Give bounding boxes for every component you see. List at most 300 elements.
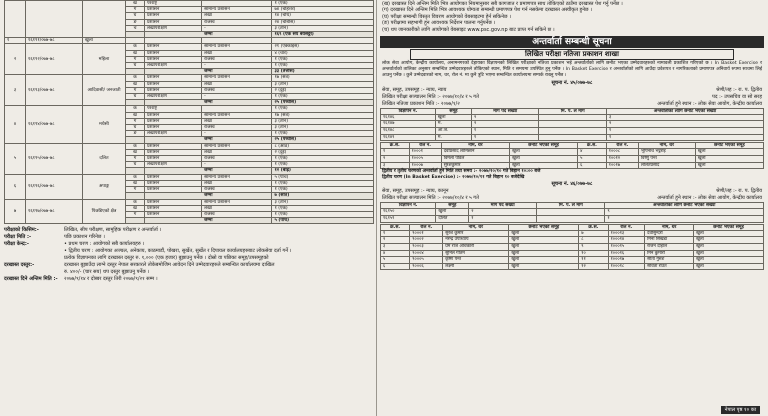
table-cell: ७ (579, 230, 608, 237)
table-cell: ६ (578, 162, 607, 169)
column-header: विज्ञापन नं. (381, 108, 436, 114)
note-text: • द्वितीय चरण : आयोगका अञ्चल, अनेकाय, काठमाडौं, पोखरा, सुर्खेत, सुर्खेत र दिपायल कार्यालयहरुबाट लोकसेवा दर्ता गर्ने । (64, 248, 292, 255)
sub-code-cell: क (126, 106, 145, 112)
table-cell: सुनिल गौतम (443, 250, 509, 257)
count-cell: १ (एक) (272, 180, 374, 186)
table-cell: १ (605, 216, 764, 223)
top-notes (380, 0, 764, 34)
note-text: लिखित, सीप परीक्षण, सामूहिक परीक्षण र अन्तर्वार्ता । (64, 227, 162, 234)
table-cell: खुला (695, 149, 763, 156)
table-cell: १०००१५ (608, 243, 645, 250)
group-cell: लेखा (202, 118, 272, 124)
note-label (4, 248, 64, 255)
table-cell: सविता राउत (645, 263, 694, 270)
empty-cell (126, 218, 145, 224)
serial-cell: ४ (5, 106, 26, 143)
level-cell: मधेसी (83, 106, 126, 143)
table-row (381, 216, 764, 223)
sub-code-cell: ग (126, 211, 145, 217)
page-footer: नेपाल पृष्ठ १० का (721, 406, 760, 414)
table-cell: खुला (510, 149, 578, 156)
service-cell: प्रशासन (145, 81, 202, 87)
column-header: अन्तर्वार्ताका लागि छनौट भएको संख्या (605, 203, 764, 209)
table-cell: सुरेशकुमार (441, 162, 509, 169)
table-cell: खुला (436, 209, 469, 216)
sub-code-cell: च (126, 25, 145, 31)
advertisement-table-2 (380, 202, 764, 222)
basket-date: द्वितीय चरण (In Basket Exercise) :- २०७७/१०/११ गते बिहान १० बजेदेखि (382, 175, 525, 181)
table-cell: खुला (509, 257, 579, 264)
table-row (381, 230, 764, 237)
sub-code-cell: क (126, 44, 145, 50)
column-header: नाम, थर (441, 143, 509, 149)
group-cell: - (202, 25, 272, 31)
table-cell (537, 209, 605, 216)
table-row (381, 121, 764, 128)
service-cell: प्रशासन (145, 156, 202, 162)
sub-code-cell: क (126, 143, 145, 149)
total-label: जम्मा (145, 137, 272, 143)
service-cell: प्रशासन (145, 199, 202, 205)
table-cell: खुला (694, 230, 764, 237)
note-row (4, 276, 374, 283)
column-header: रोल नं. (410, 224, 443, 230)
total-label: जम्मा (145, 69, 272, 75)
table-cell: १०००५ (409, 156, 441, 163)
table-cell: १०००७ (409, 162, 441, 169)
table-row (381, 263, 764, 270)
left-column (4, 0, 374, 416)
count-cell: १ (एक) (272, 205, 374, 211)
table-cell: खुला (510, 156, 578, 163)
code-cell: १६१९५/०७७-७८ (26, 143, 83, 174)
level-label-2: श्रेणी/तह :- रा. प. द्वितीय (715, 188, 762, 195)
table-cell: देवीप्रसाद लामिछाने (441, 149, 509, 156)
note-text: • प्रथम चरण : आयोगको सबै कार्यालयहरु । (64, 241, 145, 248)
column-header: रोल नं. (409, 143, 441, 149)
table-cell: मिना सिंखडा (645, 237, 694, 244)
code-cell: १६१९१/०७७-७८ (26, 38, 83, 44)
table-cell: १०००१६ (608, 250, 645, 257)
table-row (381, 134, 764, 141)
column-header: माग पद संख्या (469, 203, 537, 209)
table-cell: सुरेश कुमार (443, 230, 509, 237)
table-cell: आ.ज. (435, 128, 471, 135)
count-cell: १ (एक) (272, 56, 374, 62)
note-row (4, 234, 374, 241)
table-row (381, 128, 764, 135)
count-cell: ३ (तीन) (272, 118, 374, 124)
column-divider (376, 0, 377, 416)
count-cell: १७ (सत्र) (272, 75, 374, 81)
table-cell: खुला (510, 162, 578, 169)
table-cell: ९०००३ (410, 243, 443, 250)
service-cell: प्रशासन (145, 87, 202, 93)
column-header: क्र.सं. (381, 224, 410, 230)
table-cell: ९ (605, 209, 764, 216)
column-header: छनौट भएको समूह (509, 224, 579, 230)
service-cell: परराष्ट्र (145, 106, 202, 112)
total-label: जम्मा (145, 168, 272, 174)
exam-date-2: लिखित परीक्षा सञ्चालन मिति :- २०७७/१०/४ र ५ गते (382, 195, 479, 202)
service-cell: लेखापरीक्षण (145, 25, 202, 31)
sub-code-cell: घ (126, 162, 145, 168)
vacancy-table (4, 0, 374, 224)
table-cell: ९०००५ (410, 257, 443, 264)
sub-code-cell: घ (126, 125, 145, 131)
table-cell: २ (381, 156, 410, 163)
note-row (4, 262, 374, 269)
column-header: क्र.सं. (578, 143, 607, 149)
table-cell: १६१५१ (381, 216, 436, 223)
column-header: मि. प. ले माग (539, 108, 607, 114)
sub-code-cell: घ (126, 94, 145, 100)
table-cell: ११ (579, 257, 608, 264)
right-column (380, 0, 764, 416)
table-cell: खुला (694, 263, 764, 270)
table-cell: खुला (509, 250, 579, 257)
group-cell: - (202, 94, 272, 100)
group-cell: राजस्व (202, 187, 272, 193)
count-cell: ४ (चार) (272, 50, 374, 56)
table-cell: खुला (694, 237, 764, 244)
group-cell: - (202, 63, 272, 69)
sub-code-cell: ख (126, 180, 145, 186)
note-label: दरखास्त दस्तुर:- (4, 262, 35, 269)
service-cell: परराष्ट्र (145, 1, 202, 7)
sub-code-cell: क (126, 75, 145, 81)
table-cell: लक्ष्मी (443, 263, 509, 270)
column-header: रोल नं. (608, 224, 645, 230)
table-cell: २ (469, 209, 537, 216)
sub-code-cell: ख (126, 1, 145, 7)
table-cell: खुला (509, 243, 579, 250)
table-cell: १००१२ (606, 156, 638, 163)
candidate-table-2 (380, 224, 764, 271)
table-cell: १०००१८ (608, 263, 645, 270)
column-header: क्र.सं. (579, 224, 608, 230)
column-header: नाम, थर (645, 224, 694, 230)
table-cell: १०००८ (606, 149, 638, 156)
table-cell: १०००१७ (608, 257, 645, 264)
table-cell: ३ (381, 243, 410, 250)
sub-code-cell: ख (126, 81, 145, 87)
total-label: जम्मा (145, 218, 272, 224)
table-cell: १०००१ (409, 149, 441, 156)
table-cell: १०००१३ (608, 230, 645, 237)
group-cell: सामान्य प्रशासन (202, 199, 272, 205)
level-cell: पिछडिएको क्षेत्र (83, 199, 126, 224)
total-value: ३३ (तेत्तीस) (272, 69, 374, 75)
group-cell: लेखा (202, 50, 272, 56)
column-header: क्र.सं. (381, 143, 410, 149)
top-note-item: (ख) दरखास्त दिने अन्तिम मिति भित्र आयोगका नियमानुसार सबै कागजात र प्रमाणपत्र साथ तोकिएको ठाउँमा दरखास्त पेश गर्नु पर्नेछ । (382, 1, 623, 7)
group-cell: लेखा (202, 13, 272, 19)
sub-code-cell: ग (126, 187, 145, 193)
count-cell: १ (एक) (272, 162, 374, 168)
level-cell: महिला (83, 44, 126, 75)
table-cell: नरेन्द्र उपाध्याय (443, 237, 509, 244)
note-label: परीक्षाको किसिम:- (4, 227, 39, 234)
count-cell: ३ (तीन) (272, 81, 374, 87)
total-value: २५ (पच्चीस) (272, 137, 374, 143)
table-row (381, 114, 764, 121)
sub-code-cell: ख (126, 205, 145, 211)
sub-code-cell: ख (126, 112, 145, 118)
group-cell: राजस्व (202, 56, 272, 62)
notice-number-2: सूचना नं. ४६/०७७-७८ (551, 181, 593, 188)
table-cell: भूपिनाथ भट्टराई (638, 149, 695, 156)
table-cell: खुला (695, 162, 763, 169)
total-label: जम्मा (145, 193, 272, 199)
count-cell: ५ (पाँच) (272, 174, 374, 180)
table-cell: ३ (606, 114, 763, 121)
count-cell: ८ (आठ) (272, 143, 374, 149)
table-cell: १ (469, 216, 537, 223)
table-cell: ललितप्रसाद (638, 162, 695, 169)
count-cell: २ (दुई) (272, 87, 374, 93)
table-cell: खुला (694, 250, 764, 257)
group-cell: सामान्य प्रशासन (202, 112, 272, 118)
column-header: समूह (436, 203, 469, 209)
service-cell: प्रशासन (145, 125, 202, 131)
service-cell: प्रशासन (145, 180, 202, 186)
service-cell: प्रशासन (145, 143, 202, 149)
table-cell: १ (472, 134, 539, 141)
code-cell: १६१९२/०७७-७८ (26, 44, 83, 75)
table-cell: १ (381, 149, 410, 156)
table-cell: खुला (509, 237, 579, 244)
table-cell: कृष्ण पन्त (443, 257, 509, 264)
total-value: १६९ (एक सय बयसठ्ठी) (272, 32, 374, 38)
count-cell: २१ (एक्काइस) (272, 44, 374, 50)
level-cell: आदिवासी/ जनजाती (83, 75, 126, 106)
service-cell: प्रशासन (145, 118, 202, 124)
table-cell: १६१४७ (381, 121, 436, 128)
table-cell: खुला (694, 243, 764, 250)
table-cell: ३ (381, 162, 410, 169)
sub-code-cell: ङ (126, 131, 145, 137)
table-row (381, 257, 764, 264)
note-text: रु. ४००/- (चार सय) थप दस्तुर बुझाउनु पर्नेछ । (64, 269, 150, 276)
note-row (4, 269, 374, 276)
table-row (381, 250, 764, 257)
exam-notes (4, 227, 374, 283)
top-note-item: (घ) परीक्षा सम्बन्धी विस्तृत विवरण आयोगको वेबसाइटमा हेर्न सकिनेछ । (382, 13, 512, 20)
table-cell: २ (472, 121, 539, 128)
table-cell: २ (472, 114, 539, 121)
group-cell: राजस्व (202, 125, 272, 131)
service-cell: प्रशासन (145, 7, 202, 13)
count-cell: २४ (चौबीस) (272, 19, 374, 25)
sub-code-cell: ख (126, 50, 145, 56)
group-cell: सामान्य प्रशासन (202, 143, 272, 149)
service-cell: प्रशासन (145, 205, 202, 211)
table-cell: १६१५० (381, 209, 436, 216)
table-cell (539, 128, 607, 135)
sub-code-cell: घ (126, 13, 145, 19)
top-note-item: (च) थप जानकारीको लागि आयोगको वेबसाइट www.psc.gov.np बाट प्राप्त गर्न सकिने छ । (382, 26, 555, 33)
count-cell: २ (दुई) (272, 149, 374, 155)
note-label: परीक्षा मिति :- (4, 234, 32, 241)
note-text: प्रत्येक विज्ञापनका लागि दरखास्त दस्तुर रु. १,००० (एक हजार) बुझाउनु पर्नेछ । दोस्रो वा पछिका समूह/उपसमूहको (64, 255, 269, 262)
count-cell: १ (एक) (272, 187, 374, 193)
table-cell: ९०००४ (410, 250, 443, 257)
sub-code-cell: ग (126, 87, 145, 93)
sub-code-cell: ख (126, 149, 145, 155)
table-cell: १० (579, 250, 608, 257)
group-cell: राजस्व (202, 19, 272, 25)
group-cell: सामान्य प्रशासन (202, 174, 272, 180)
note-row (4, 227, 374, 234)
table-cell: १००१७ (606, 162, 638, 169)
interview-date: द्वितीय र तृतीय चरणको अन्तर्वार्ता हुने मिति तथा समय :- २०७७/१०/१० गते बिहान १०:०० बजे (382, 169, 541, 175)
group-cell: लेखा (202, 149, 272, 155)
code-cell: १६१९३/०७७-७८ (26, 75, 83, 106)
sub-code-cell: क (126, 174, 145, 180)
code-cell: १६१९४/०७७-७८ (26, 106, 83, 143)
level-cell: अपाङ्ग (83, 174, 126, 199)
serial-cell: १ (5, 38, 26, 44)
code-cell (26, 1, 83, 38)
note-text: दरखास्त बुझाउँदा लाग्ने दस्तुर नेपाल सरकारले तोकेबमोजिम आवेदन दिने उम्मेदवारहरुले सम्बन्धित कार्यालयमा दाखिल (64, 262, 275, 269)
service-cell: लेखापरीक्षण (145, 63, 202, 69)
table-cell: १६१४६ (381, 114, 436, 121)
table-cell: म. (435, 121, 471, 128)
note-text: पछि प्रकाशन गरिनेछ । (64, 234, 105, 241)
table-cell: खुला (435, 114, 471, 121)
table-cell: विमला पौडेल (441, 156, 509, 163)
top-note-item: (ङ) परीक्षामा सहभागी हुन आवश्यक निर्देशन पालना गर्नुपर्नेछ । (382, 20, 496, 27)
code-cell: १६१९६/०७७-७८ (26, 174, 83, 199)
table-cell: प्रेम राज अधिकारी (443, 243, 509, 250)
count-cell: १ (एक) (272, 211, 374, 217)
table-cell: १ (472, 128, 539, 135)
level-cell: खुला (83, 38, 126, 44)
code-cell: १६१९७/०७७-७८ (26, 199, 83, 224)
table-cell: २ (606, 121, 763, 128)
serial-cell: ६ (5, 174, 26, 199)
group-cell: सामान्य प्रशासन (202, 75, 272, 81)
table-cell (537, 216, 605, 223)
count-cell: १७ (सत्र) (272, 112, 374, 118)
group-cell: सामान्य प्रशासन (202, 44, 272, 50)
table-cell: १ (381, 230, 410, 237)
service-cell: प्रशासन (145, 19, 202, 25)
table-cell: १६१४८ (381, 128, 436, 135)
service-label-2: सेवा, समूह, उपसमूह :- न्याय, कानून (382, 188, 449, 195)
count-cell: ३ (तीन) (272, 199, 374, 205)
level-cell (83, 1, 126, 38)
level-cell: दलित (83, 143, 126, 174)
table-cell: ९०००६ (410, 263, 443, 270)
result-date: लिखित नतिजा प्रकाशन मिति :- २०७७/१/२ (382, 100, 460, 107)
service-cell: प्रशासन (145, 149, 202, 155)
top-note-item: (ग) दरखास्त दिने अन्तिम मिति भित्र आवश्यक योग्यता सम्बन्धी प्रमाणपत्र पेश गर्न नसकेमा दरखास्त अस्वीकृत हुनेछ । (382, 7, 592, 14)
service-cell: प्रशासन (145, 50, 202, 56)
candidate-table-1 (380, 142, 764, 169)
table-row (381, 243, 764, 250)
table-cell: १६१४९ (381, 134, 436, 141)
table-cell: दलित (436, 216, 469, 223)
service-cell: प्रशासन (145, 174, 202, 180)
table-cell: ९०००१ (410, 230, 443, 237)
venue-2: अन्तर्वार्ता हुने स्थान :- लोक सेवा आयोग, केन्द्रीय कार्यालय (657, 195, 762, 202)
table-cell (539, 134, 607, 141)
table-cell: खुला (694, 257, 764, 264)
count-cell: १ (एक) (272, 63, 374, 69)
column-header: समूह (435, 108, 471, 114)
group-cell: - (202, 162, 272, 168)
count-cell: ७४ (चौहत्तर) (272, 7, 374, 13)
service-cell: लेखापरीक्षण (145, 94, 202, 100)
advertisement-table-1 (380, 108, 764, 142)
table-cell (539, 121, 607, 128)
sub-code-cell: ग (126, 56, 145, 62)
table-cell: १०००१४ (608, 237, 645, 244)
total-label: जम्मा (145, 32, 272, 38)
sub-code-cell: ग (126, 156, 145, 162)
column-header: विज्ञापन नं. (381, 203, 436, 209)
count-cell: १४ (चौध) (272, 13, 374, 19)
sub-code-cell: ग (126, 7, 145, 13)
table-cell: ४ (381, 250, 410, 257)
column-header: छनौट भएको समूह (510, 143, 578, 149)
serial-cell (5, 1, 26, 38)
note-label: दरखास्त दिने अन्तिम मिति :- (4, 276, 58, 283)
table-row (381, 162, 764, 169)
service-cell: प्रशासन (145, 187, 202, 193)
sub-code-cell: क (126, 199, 145, 205)
table-cell: ९०००२ (410, 237, 443, 244)
serial-cell: ७ (5, 199, 26, 224)
note-text: २०७७/९/१४ र दोब्बर दस्तुर तिरी २०७७/९/२१ सम्म । (64, 276, 158, 283)
sub-code-cell: घ (126, 63, 145, 69)
note-label (4, 255, 64, 262)
total-value: १२ (बाह्र) (272, 168, 374, 174)
table-cell: विष्णु पन्त (638, 156, 695, 163)
group-cell: राजस्व (202, 87, 272, 93)
notice-number: सूचना नं. ४५/०७७-७८ (551, 79, 593, 86)
column-header: नाम, थर (638, 143, 695, 149)
table-cell: ५ (381, 257, 410, 264)
post-label: पद :- उपसचिव वा सो सरह (712, 93, 762, 100)
note-label: परीक्षा केन्द्र:- (4, 241, 29, 248)
service-cell: प्रशासन (145, 13, 202, 19)
total-value: २५ (पच्चीस) (272, 100, 374, 106)
group-cell: लेखा (202, 180, 272, 186)
count-cell: ३ (तीन) (272, 125, 374, 131)
section-1 (380, 87, 764, 182)
table-cell: १ (606, 134, 763, 141)
count-cell: १ (एक) (272, 94, 374, 100)
service-cell: प्रशासन (145, 56, 202, 62)
column-header: रोल नं. (606, 143, 638, 149)
serial-cell: २ (5, 44, 26, 75)
table-row (381, 209, 764, 216)
group-cell: राजस्व (202, 211, 272, 217)
table-cell: १ (606, 128, 763, 135)
table-cell: १२ (579, 263, 608, 270)
group-cell: - (202, 131, 272, 137)
exam-date: लिखित परीक्षा सञ्चालन मिति :- २०७७/१०/४ र ५ गते (382, 93, 479, 100)
notice-subbanner: लिखित परीक्षा नतिजा प्रकाशन शाखा (410, 49, 734, 60)
table-row (381, 156, 764, 163)
table-cell: सीता गुरुङ (645, 257, 694, 264)
group-cell: लेखा (202, 205, 272, 211)
group-cell: लेखा (202, 81, 272, 87)
table-cell: खुला (509, 230, 579, 237)
